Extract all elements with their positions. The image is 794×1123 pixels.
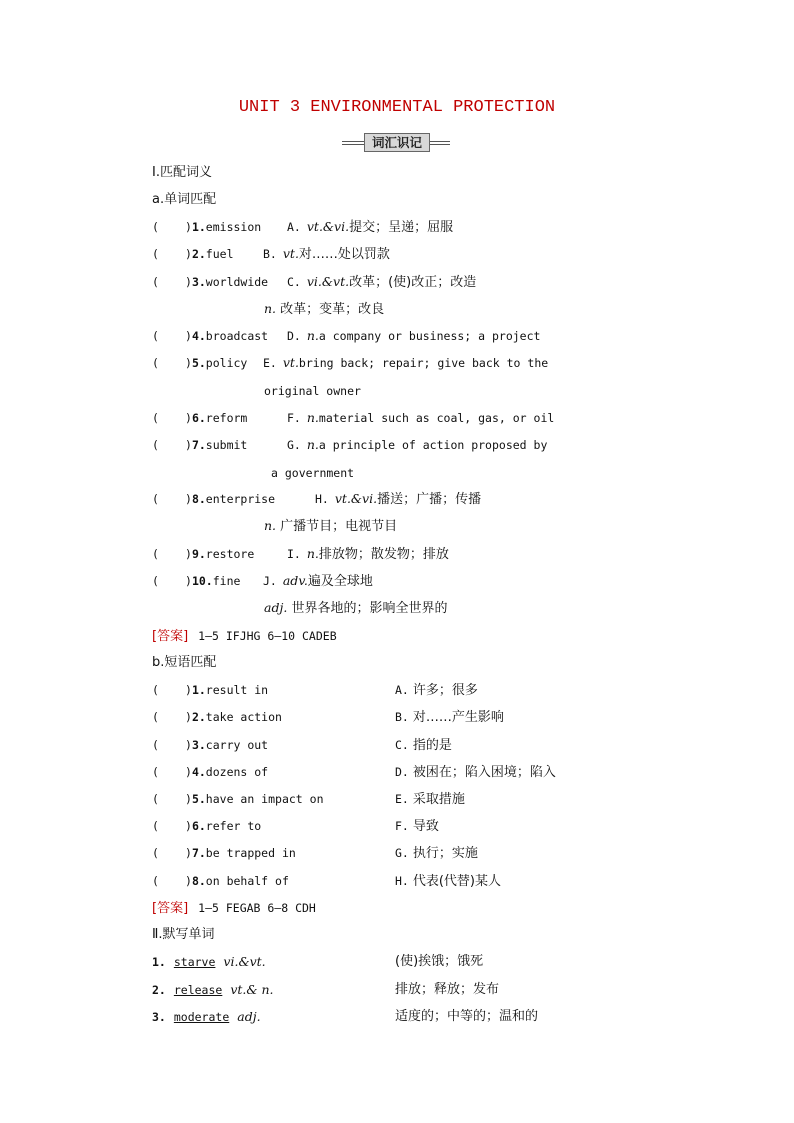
blank-close-paren: ) [185,574,192,588]
option-definition [287,327,540,346]
item-number: 7. [191,846,206,860]
option-definition [263,572,373,591]
row-left [152,763,268,782]
page-title: UNIT 3 ENVIRONMENTAL PROTECTION [238,98,556,117]
blank-close-paren: ) [185,819,192,833]
part-of-speech: n. [306,410,319,425]
blank-close-paren: ) [185,738,192,752]
blank-close-paren: ) [185,356,192,370]
vocab-word: broadcast [205,329,269,343]
definition: material such as coal, gas, or oil [318,411,555,425]
option-letter: I. [287,547,301,561]
subsection-a-heading: a.单词匹配 [152,192,217,207]
item-left [152,1008,261,1027]
vocab-word: submit [205,438,248,452]
option-definition [395,736,452,755]
definition: 许多；很多 [412,683,478,698]
item-number: 1. [191,220,206,234]
option-definition [395,708,504,727]
part-of-speech: n. [306,546,319,561]
item-number: 2. [191,710,206,724]
vocab-word: restore [205,547,255,561]
item-number: 1. [191,683,206,697]
phrase: refer to [205,819,262,833]
blank-open-paren: ( [152,329,159,343]
continuation-line: a government [271,466,355,480]
blank-close-paren: ) [185,683,192,697]
item-number: 8. [191,492,206,506]
part-of-speech: n. [306,328,319,343]
row-left [152,218,261,237]
definition: bring back; repair; give back to the [298,356,549,370]
phrase: be trapped in [205,846,296,860]
option-letter: F. [395,819,409,833]
answer-word: starve [173,955,216,969]
blank-open-paren: ( [152,356,159,370]
answer-text: 1—5 FEGAB 6—8 CDH [198,901,316,915]
definition: 遍及全球地 [307,574,373,589]
row-left [152,872,289,891]
item-left [152,953,266,972]
blank-open-paren: ( [152,411,159,425]
row-left [152,245,234,264]
blank-open-paren: ( [152,574,159,588]
definition: 排放；释放；发布 [395,982,500,997]
definition: 采取措施 [412,792,465,807]
option-letter: A. [395,683,409,697]
answer-text: 1—5 IFJHG 6—10 CADEB [198,629,337,643]
answer-a [152,627,337,646]
item-number: 4. [191,329,206,343]
option-definition [287,273,476,292]
item-number: 7. [191,438,206,452]
option-definition [395,763,556,782]
blank-close-paren: ) [185,329,192,343]
item-number: 2. [152,983,166,997]
row-left [152,436,247,455]
option-definition [263,354,548,373]
option-letter: D. [287,329,301,343]
part-of-speech: vt. [282,246,299,261]
phrase: dozens of [205,765,269,779]
definition: 改革；(使)改正；改造 [349,275,477,290]
item-number: 3. [191,738,206,752]
row-left [152,681,268,700]
blank-close-paren: ) [185,438,192,452]
phrase: have an impact on [205,792,324,806]
blank-open-paren: ( [152,819,159,833]
option-letter: B. [395,710,409,724]
option-definition [263,245,390,264]
definition: 提交；呈递；屈服 [349,220,454,235]
part-of-speech: n. [306,437,319,452]
subsection-b-heading: b.短语匹配 [152,655,217,670]
definition: 被困在；陷入困境；陷入 [412,765,556,780]
definition: 指的是 [412,738,452,753]
vocab-word: fine [212,574,241,588]
option-definition [287,436,547,455]
option-letter: C. [395,738,409,752]
item-number: 2. [191,247,206,261]
option-letter: F. [287,411,301,425]
definition: 对……处以罚款 [298,247,390,262]
blank-open-paren: ( [152,710,159,724]
item-number: 3. [191,275,206,289]
definition: 导致 [412,819,439,834]
answer-label: [答案] [152,629,189,644]
item-number: 10. [191,574,213,588]
answer-label: [答案] [152,901,189,916]
item-number: 1. [152,955,166,969]
option-letter: B. [263,247,277,261]
blank-close-paren: ) [185,411,192,425]
row-left [152,844,296,863]
blank-close-paren: ) [185,492,192,506]
vocab-word: fuel [205,247,234,261]
blank-open-paren: ( [152,492,159,506]
item-number: 4. [191,765,206,779]
section-banner [342,133,450,151]
option-letter: G. [395,846,409,860]
option-letter: A. [287,220,301,234]
part-of-speech: vi.&vt. [306,274,350,289]
item-number: 6. [191,819,206,833]
vocab-word: policy [205,356,248,370]
blank-close-paren: ) [185,275,192,289]
row-left [152,708,282,727]
banner-label: 词汇识记 [364,133,430,152]
continuation-line: original owner [264,384,361,398]
blank-close-paren: ) [185,874,192,888]
section1-heading: Ⅰ.匹配词义 [152,165,212,180]
item-number: 5. [191,792,206,806]
row-left [152,354,247,373]
definition: a company or business; a project [318,329,541,343]
row-left [152,790,324,809]
definition: (使)挨饿；饿死 [395,954,484,969]
definition: a principle of action proposed by [318,438,548,452]
blank-open-paren: ( [152,792,159,806]
row-left [152,736,268,755]
blank-close-paren: ) [185,792,192,806]
option-letter: J. [263,574,277,588]
vocab-word: reform [205,411,248,425]
option-definition [315,490,481,509]
phrase: take action [205,710,282,724]
item-number: 6. [191,411,206,425]
phrase: on behalf of [205,874,289,888]
row-left [152,273,268,292]
option-definition [395,872,501,891]
item-left [152,981,274,1000]
blank-close-paren: ) [185,547,192,561]
blank-open-paren: ( [152,738,159,752]
blank-open-paren: ( [152,547,159,561]
vocab-word: emission [205,220,262,234]
option-definition [395,817,439,836]
item-number: 8. [191,874,206,888]
option-letter: H. [315,492,329,506]
blank-open-paren: ( [152,683,159,697]
continuation-line: adj. 世界各地的；影响全世界的 [264,600,448,616]
answer-word: release [173,983,223,997]
answer-b [152,899,316,918]
part-of-speech: vi.&vt. [223,954,266,969]
item-number: 9. [191,547,206,561]
blank-close-paren: ) [185,846,192,860]
phrase: result in [205,683,269,697]
option-definition [287,218,453,237]
continuation-line: n. 改革；变革；改良 [264,301,385,317]
row-left [152,409,247,428]
blank-open-paren: ( [152,846,159,860]
row-left [152,572,240,591]
blank-close-paren: ) [185,220,192,234]
option-definition [395,790,465,809]
definition: 适度的；中等的；温和的 [395,1009,539,1024]
option-definition [287,409,554,428]
answer-word: moderate [173,1010,230,1024]
vocab-word: worldwide [205,275,269,289]
definition: 执行；实施 [412,846,478,861]
phrase: carry out [205,738,269,752]
option-definition [395,844,478,863]
option-letter: C. [287,275,301,289]
vocab-word: enterprise [205,492,276,506]
blank-open-paren: ( [152,275,159,289]
option-letter: E. [395,792,409,806]
part-of-speech: vt. [282,355,299,370]
blank-open-paren: ( [152,220,159,234]
part-of-speech: adv. [282,573,308,588]
blank-close-paren: ) [185,710,192,724]
part-of-speech: vt.&vi. [334,491,378,506]
blank-open-paren: ( [152,438,159,452]
option-letter: D. [395,765,409,779]
option-letter: E. [263,356,277,370]
blank-close-paren: ) [185,247,192,261]
continuation-line: n. 广播节目；电视节目 [264,518,398,534]
row-left [152,817,261,836]
part-of-speech: adj. [237,1009,261,1024]
definition: 排放物；散发物；排放 [318,547,449,562]
definition: 代表(代替)某人 [412,874,502,889]
option-letter: G. [287,438,301,452]
option-letter: H. [395,874,409,888]
item-number: 3. [152,1010,166,1024]
row-left [152,327,268,346]
blank-close-paren: ) [185,765,192,779]
section2-heading: Ⅱ.默写单词 [152,927,215,942]
blank-open-paren: ( [152,874,159,888]
row-left [152,545,254,564]
definition: 对……产生影响 [412,710,504,725]
blank-open-paren: ( [152,247,159,261]
part-of-speech: vt.& n. [230,982,274,997]
row-left [152,490,275,509]
option-definition [287,545,449,564]
blank-open-paren: ( [152,765,159,779]
definition: 播送；广播；传播 [377,492,482,507]
item-number: 5. [191,356,206,370]
part-of-speech: vt.&vi. [306,219,350,234]
option-definition [395,681,478,700]
